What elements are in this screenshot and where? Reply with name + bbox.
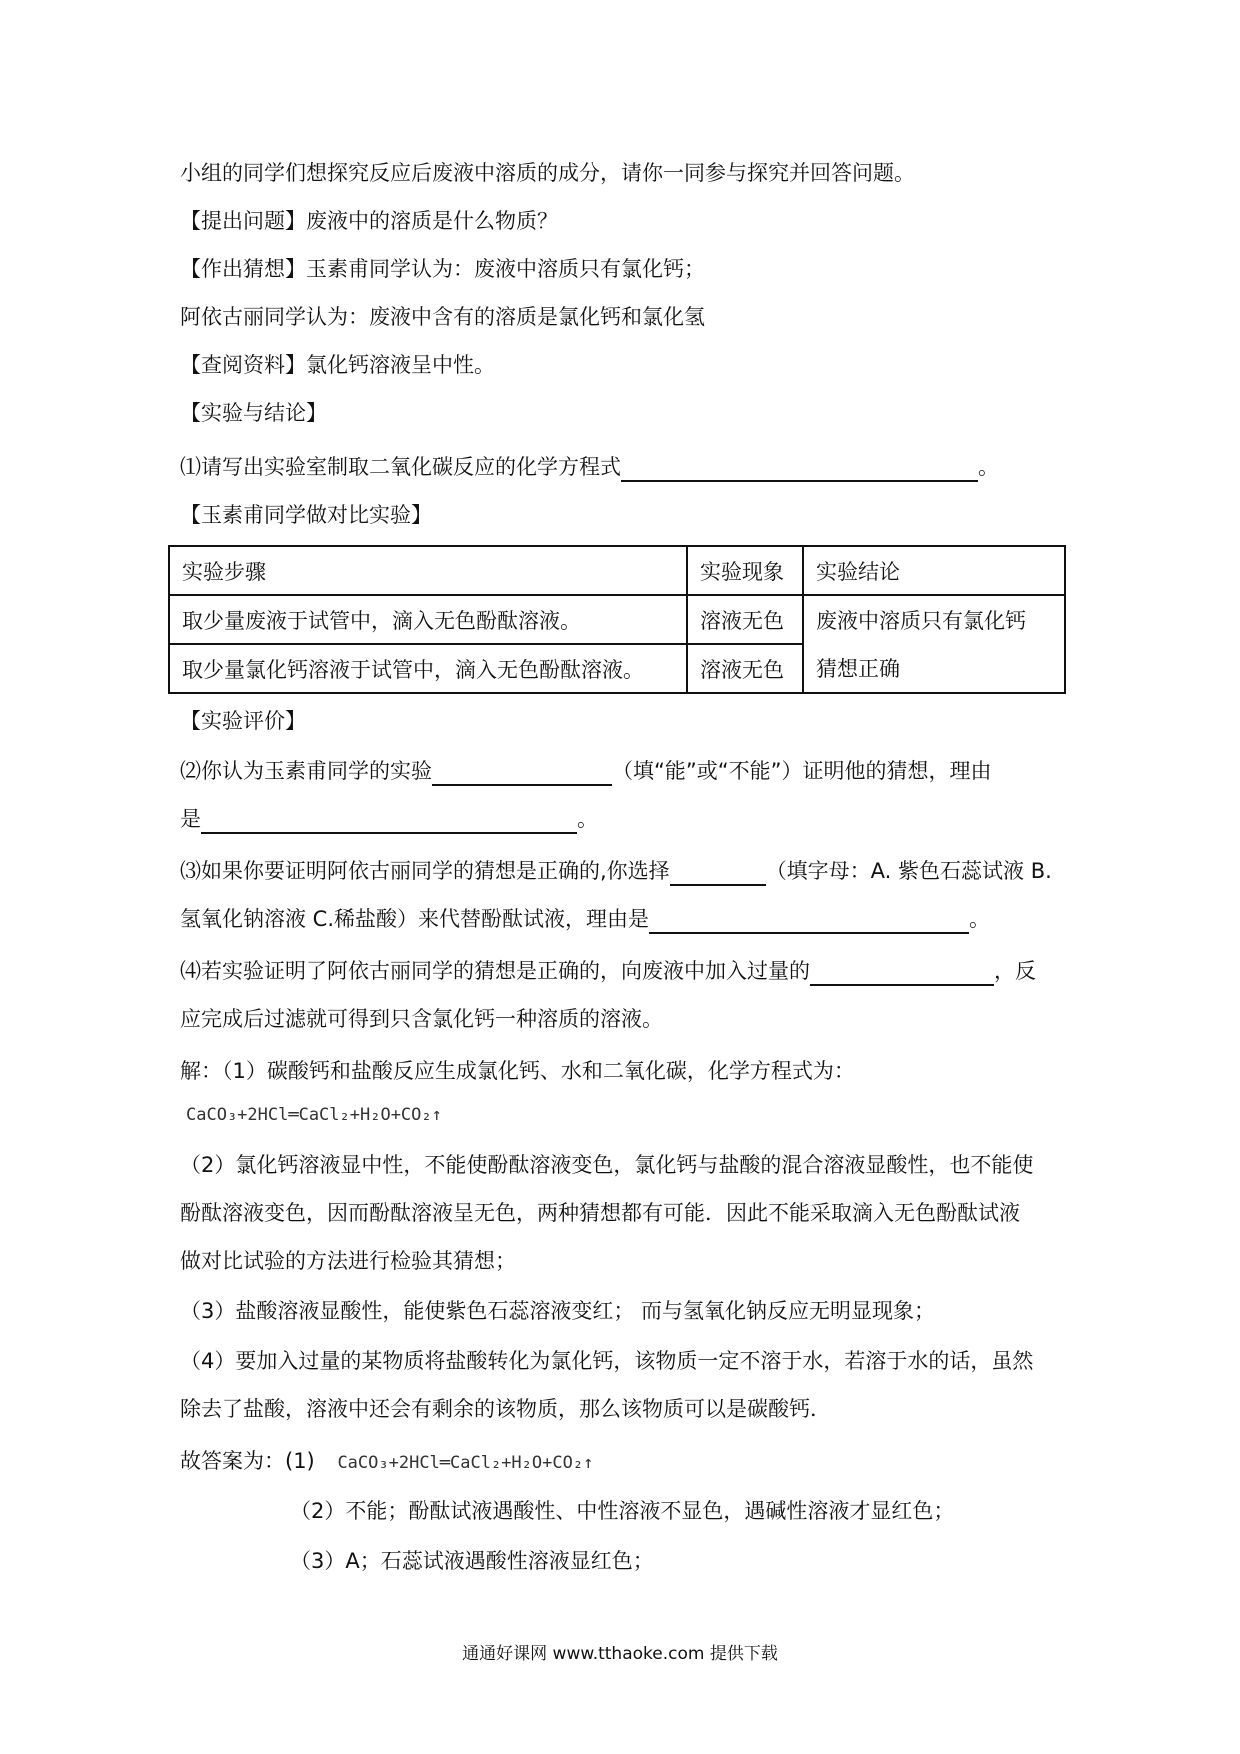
page-footer: 通通好课网 www.tthaoke.com 提供下载	[462, 1644, 778, 1664]
table-cell: 取少量氯化钙溶液于试管中，滴入无色酚酞溶液。	[169, 644, 687, 693]
question-3-cont	[180, 904, 990, 934]
solution-4-cont: 除去了盐酸，溶液中还会有剩余的该物质，那么该物质可以是碳酸钙．	[180, 1397, 831, 1421]
solution-3: （3）盐酸溶液显酸性，能使紫色石蕊溶液变红； 而与氢氧化钠反应无明显现象；	[180, 1299, 936, 1323]
table-cell: 猜想正确	[803, 644, 1065, 693]
question-1	[180, 452, 999, 482]
question-text: ⑵你认为玉素甫同学的实验	[180, 759, 432, 783]
chemical-equation: CaCO₃+2HCl═CaCl₂+H₂O+CO₂↑	[337, 1453, 594, 1473]
table-row	[169, 595, 1065, 644]
heading-hypothesis: 【作出猜想】玉素甫同学认为：废液中溶质只有氯化钙；	[180, 257, 705, 281]
solution-4: （4）要加入过量的某物质将盐酸转化为氯化钙，该物质一定不溶于水，若溶于水的话，虽然	[180, 1349, 1034, 1373]
question-text-end: 。	[969, 907, 991, 931]
solution-2-cont: 做对比试验的方法进行检验其猜想；	[180, 1249, 516, 1273]
table-header-cell: 实验步骤	[169, 546, 687, 595]
answer-blank[interactable]	[649, 910, 969, 934]
table-header-cell: 实验结论	[803, 546, 1065, 595]
table-cell: 废液中溶质只有氯化钙	[803, 595, 1065, 644]
paragraph: 阿依古丽同学认为：废液中含有的溶质是氯化钙和氯化氢	[180, 305, 705, 329]
question-text: 氢氧化钠溶液 C.稀盐酸）来代替酚酞试液，理由是	[180, 907, 650, 931]
solution-1: 解：（1）碳酸钙和盐酸反应生成氯化钙、水和二氧化碳，化学方程式为：	[180, 1059, 855, 1083]
table-header-cell: 实验现象	[687, 546, 803, 595]
question-text-end: 。	[978, 455, 999, 479]
table-cell: 取少量废液于试管中，滴入无色酚酞溶液。	[169, 595, 687, 644]
table-row	[169, 644, 1065, 693]
answer-blank[interactable]	[810, 962, 994, 986]
table-header-row	[169, 546, 1065, 595]
heading-comparison: 【玉素甫同学做对比实验】	[180, 503, 432, 527]
answer-2: （2）不能；酚酞试液遇酸性、中性溶液不显色，遇碱性溶液才显红色；	[290, 1499, 955, 1523]
table-cell: 溶液无色	[687, 644, 803, 693]
table-cell: 溶液无色	[687, 595, 803, 644]
answer-label: 故答案为：(1)	[180, 1449, 315, 1473]
question-text: ，反	[994, 959, 1036, 983]
question-text: ⑴请写出实验室制取二氧化碳反应的化学方程式	[180, 455, 621, 479]
answer-1	[180, 1446, 593, 1478]
question-3	[180, 856, 1052, 886]
question-4	[180, 956, 1036, 986]
answer-blank[interactable]	[621, 458, 978, 482]
paragraph: 小组的同学们想探究反应后废液中溶质的成分，请你一同参与探究并回答问题。	[180, 161, 915, 185]
answer-3: （3）A；石蕊试液遇酸性溶液显红色；	[290, 1549, 654, 1573]
question-2	[180, 756, 992, 786]
question-text-end: 。	[577, 807, 598, 831]
heading-reference: 【查阅资料】氯化钙溶液呈中性。	[180, 353, 495, 377]
chemical-equation: CaCO₃+2HCl═CaCl₂+H₂O+CO₂↑	[186, 1105, 442, 1125]
answer-blank[interactable]	[201, 810, 577, 834]
heading-question: 【提出问题】废液中的溶质是什么物质？	[180, 209, 558, 233]
heading-evaluation: 【实验评价】	[180, 709, 306, 733]
question-text: ⑷若实验证明了阿依古丽同学的猜想是正确的，向废液中加入过量的	[180, 959, 810, 983]
question-text: （填“能”或“不能”）证明他的猜想，理由	[612, 759, 992, 783]
solution-2-cont: 酚酞溶液变色，因而酚酞溶液呈无色，两种猜想都有可能．因此不能采取滴入无色酚酞试液	[180, 1201, 1020, 1225]
heading-experiment: 【实验与结论】	[180, 401, 327, 425]
question-2-reason	[180, 804, 598, 834]
question-text: ⑶如果你要证明阿依古丽同学的猜想是正确的,你选择	[180, 859, 670, 883]
solution-2: （2）氯化钙溶液显中性，不能使酚酞溶液变色，氯化钙与盐酸的混合溶液显酸性，也不能使	[180, 1153, 1034, 1177]
question-text: 是	[180, 807, 201, 831]
answer-blank[interactable]	[432, 762, 612, 786]
question-4-cont: 应完成后过滤就可得到只含氯化钙一种溶质的溶液。	[180, 1007, 663, 1031]
experiment-table	[168, 545, 1066, 694]
question-text: （填字母：A. 紫色石蕊试液 B.	[765, 859, 1052, 883]
answer-blank[interactable]	[670, 862, 766, 886]
